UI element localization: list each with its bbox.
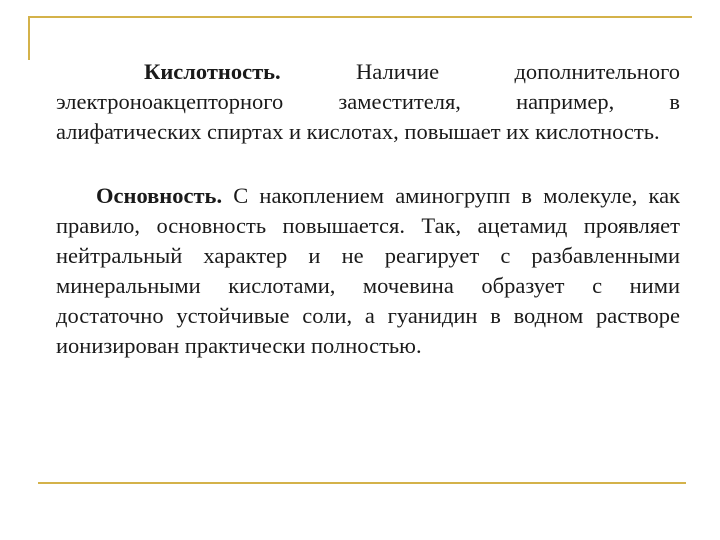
basicity-text: С накоплением аминогрупп в молекуле, как правило, основность повышается. Так, ацетамид проявляет нейтральный характер и не реагирует с разбавленными минеральными кислотами, мочевина образует с ними достаточно устойчивые соли, а гуанидин в водном растворе ионизирован практически полностью. [56, 183, 680, 358]
acidity-text: Наличие дополнительного электроноакцепторного заместителя, например, в алифатических спиртах и кислотах, повышает их кислотность. [56, 59, 680, 144]
acidity-term: Кислотность. [144, 59, 281, 84]
slide-body [56, 57, 680, 361]
top-decorative-rule [28, 16, 692, 18]
bottom-decorative-rule [38, 482, 686, 484]
basicity-term: Основность. [96, 183, 223, 208]
basicity-paragraph [56, 181, 680, 361]
acidity-paragraph [56, 57, 680, 147]
left-decorative-rule [28, 16, 30, 60]
